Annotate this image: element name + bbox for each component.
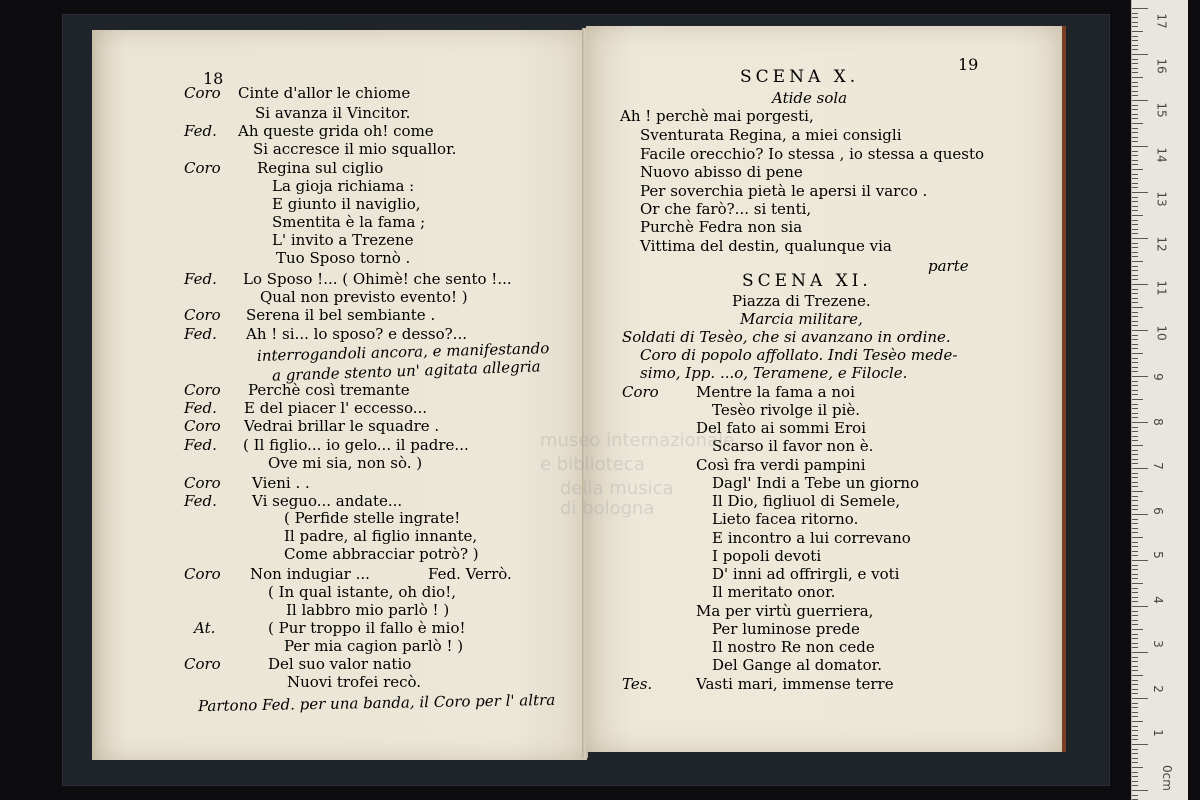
scene-x-subtitle: Atide sola — [772, 89, 848, 107]
ruler-tick — [1132, 670, 1138, 671]
ruler-tick — [1132, 638, 1138, 639]
verse-line: Mentre la fama a noi — [696, 383, 855, 401]
ruler-tick — [1132, 578, 1138, 579]
ruler-tick — [1132, 348, 1138, 349]
ruler-tick — [1132, 197, 1138, 198]
verse-line: Il nostro Re non cede — [712, 638, 875, 656]
verse-line: E giunto il naviglio, — [272, 195, 421, 213]
ruler-tick — [1132, 427, 1138, 428]
ruler-tick — [1132, 137, 1138, 138]
ruler-number: 1 — [1150, 729, 1165, 737]
ruler-tick — [1132, 164, 1138, 165]
verse-line: Perchè così tremante — [248, 381, 410, 399]
verse-line: E incontro a lui correvano — [712, 529, 911, 547]
verse-line: La gioja richiama : — [272, 177, 415, 195]
verse-line: Purchè Fedra non sia — [640, 218, 803, 236]
ruler-tick — [1132, 790, 1148, 791]
ruler-tick — [1132, 680, 1138, 681]
ruler-number: 5 — [1150, 551, 1165, 559]
ruler-tick — [1132, 68, 1138, 69]
ruler-tick — [1132, 72, 1138, 73]
ruler-tick — [1132, 59, 1138, 60]
verse-line: Tuo Sposo tornò . — [276, 249, 411, 267]
ruler-tick — [1132, 404, 1138, 405]
ruler-tick — [1132, 749, 1138, 750]
watermark-line: museo internazionale — [540, 430, 735, 451]
ruler-number: 14 — [1154, 146, 1169, 163]
speaker-label: Fed. — [184, 270, 217, 288]
verse-line: Nuovo abisso di pene — [640, 163, 803, 181]
watermark-line: della musica — [560, 478, 674, 499]
ruler-tick — [1132, 114, 1138, 115]
ruler-tick — [1132, 583, 1143, 584]
scene-xi-title: SCENA XI. — [742, 271, 872, 291]
verse-line: Per luminose prede — [712, 620, 860, 638]
ruler-tick — [1132, 758, 1138, 759]
ruler-tick — [1132, 105, 1138, 106]
ruler-tick — [1132, 615, 1138, 616]
ruler-tick — [1132, 13, 1138, 14]
verse-line: Per mia cagion parlò ! ) — [284, 637, 464, 655]
ruler-tick — [1132, 86, 1138, 87]
ruler-tick — [1132, 45, 1138, 46]
ruler-tick — [1132, 519, 1138, 520]
ruler-tick — [1132, 624, 1138, 625]
ruler-tick — [1132, 358, 1138, 359]
ruler-tick — [1132, 482, 1138, 483]
ruler-tick — [1132, 183, 1138, 184]
speaker-label: Coro — [184, 655, 221, 673]
ruler-tick — [1132, 77, 1143, 78]
ruler-tick — [1132, 146, 1148, 147]
ruler-tick — [1132, 289, 1138, 290]
verse-line: Serena il bel sembiante . — [246, 306, 436, 324]
speaker-label: Fed. — [184, 122, 217, 140]
ruler-tick — [1132, 298, 1138, 299]
ruler-tick — [1132, 408, 1138, 409]
verse-line: ( Pur troppo il fallo è mio! — [268, 619, 466, 637]
ruler-tick — [1132, 63, 1138, 64]
verse-line: Ah ! si... lo sposo? e desso?... — [246, 325, 467, 343]
verse-line: Vi seguo... andate... — [252, 492, 403, 510]
ruler-tick — [1132, 721, 1143, 722]
ruler-tick — [1132, 459, 1138, 460]
ruler-tick — [1132, 390, 1138, 391]
ruler-tick — [1132, 546, 1138, 547]
ruler-tick — [1132, 450, 1138, 451]
ruler-tick — [1132, 762, 1138, 763]
ruler-tick — [1132, 367, 1138, 368]
measuring-ruler — [1131, 0, 1188, 800]
verse-line: Vittima del destin, qualunque via — [640, 237, 892, 255]
ruler-tick — [1132, 588, 1138, 589]
watermark-line: di bologna — [560, 498, 655, 519]
speaker-label: Coro — [184, 159, 221, 177]
ruler-tick — [1132, 279, 1138, 280]
ruler-tick — [1132, 275, 1138, 276]
ruler-number: 6 — [1150, 506, 1165, 515]
ruler-tick — [1132, 422, 1148, 423]
ruler-tick — [1132, 123, 1143, 124]
verse-line: a grande stento un' agitata allegria — [271, 357, 541, 385]
ruler-tick — [1132, 468, 1148, 469]
ruler-tick — [1132, 8, 1148, 9]
ruler-tick — [1132, 689, 1138, 690]
coro-speaker: Coro — [622, 383, 659, 401]
ruler-tick — [1132, 569, 1138, 570]
ruler-number: 2 — [1150, 684, 1165, 693]
ruler-tick — [1132, 284, 1148, 285]
scene-x-title: SCENA X. — [740, 67, 860, 87]
ruler-tick — [1132, 486, 1138, 487]
speaker-label: Coro — [184, 381, 221, 399]
ruler-tick — [1132, 399, 1143, 400]
ruler-tick — [1132, 781, 1138, 782]
ruler-tick — [1132, 339, 1138, 340]
ruler-tick — [1132, 270, 1138, 271]
speaker-label: Coro — [184, 565, 221, 583]
ruler-tick — [1132, 514, 1148, 515]
ruler-tick — [1132, 473, 1138, 474]
ruler-tick — [1132, 302, 1138, 303]
verse-line: Per soverchia pietà le apersi il varco . — [640, 182, 928, 200]
ruler-tick — [1132, 592, 1138, 593]
ruler-tick — [1132, 256, 1138, 257]
verse-line: interrogandoli ancora, e manifestando — [256, 339, 550, 365]
ruler-tick — [1132, 22, 1138, 23]
ruler-number: 7 — [1150, 462, 1165, 470]
verse-line: Fed. Verrò. — [428, 565, 512, 583]
ruler-number: 10 — [1154, 324, 1169, 341]
verse-line: Del fato ai sommi Eroi — [696, 419, 866, 437]
ruler-tick — [1132, 261, 1143, 262]
verse-line: Lieto facea ritorno. — [712, 510, 859, 528]
verse-line: Si avanza il Vincitor. — [255, 104, 411, 122]
ruler-tick — [1132, 652, 1148, 653]
ruler-tick — [1132, 109, 1138, 110]
verse-line: Or che farò?... si tenti, — [640, 200, 812, 218]
ruler-number: 8 — [1150, 417, 1165, 426]
verse-line: Ove mi sia, non sò. ) — [268, 454, 423, 472]
speaker-label: Fed. — [184, 492, 217, 510]
ruler-tick — [1132, 417, 1138, 418]
ruler-tick — [1132, 716, 1138, 717]
ruler-tick — [1132, 362, 1138, 363]
verse-line: ( Perfide stelle ingrate! — [284, 509, 461, 527]
verse-line: Sventurata Regina, a miei consigli — [640, 126, 902, 144]
ruler-tick — [1132, 330, 1148, 331]
verse-line: Dagl' Indi a Tebe un giorno — [712, 474, 920, 492]
ruler-tick — [1132, 463, 1138, 464]
verse-line: E del piacer l' eccesso... — [244, 399, 428, 417]
ruler-number: 3 — [1150, 640, 1165, 648]
ruler-tick — [1132, 500, 1138, 501]
ruler-tick — [1132, 141, 1138, 142]
ruler-tick — [1132, 436, 1138, 437]
ruler-tick — [1132, 707, 1138, 708]
ruler-tick — [1132, 555, 1138, 556]
verse-line: Del Gange al domator. — [712, 656, 882, 674]
verse-line: ( Il figlio... io gelo... il padre... — [243, 436, 469, 454]
speaker-label: Coro — [184, 474, 221, 492]
verse-line: Facile orecchio? Io stessa , io stessa a questo — [640, 145, 985, 163]
ruler-tick — [1132, 785, 1138, 786]
ruler-number: 16 — [1154, 57, 1169, 74]
ruler-tick — [1132, 160, 1138, 161]
ruler-tick — [1132, 151, 1138, 152]
ruler-tick — [1132, 726, 1138, 727]
ruler-tick — [1132, 307, 1143, 308]
verse-line: Ma per virtù guerriera, — [696, 602, 874, 620]
speaker-label: At. — [194, 619, 216, 637]
speaker-label: Fed. — [184, 325, 217, 343]
ruler-tick — [1132, 325, 1138, 326]
verse-line: Ah ! perchè mai porgesti, — [620, 107, 814, 125]
ruler-tick — [1132, 767, 1143, 768]
ruler-tick — [1132, 753, 1138, 754]
verse-line: Non indugiar ... — [250, 565, 370, 583]
ruler-tick — [1132, 661, 1138, 662]
ruler-tick — [1132, 31, 1143, 32]
ruler-tick — [1132, 730, 1138, 731]
tes-speaker: Tes. — [622, 675, 653, 693]
verse-line: I popoli devoti — [712, 547, 822, 565]
verse-line: Così fra verdi pampini — [696, 456, 866, 474]
ruler-tick — [1132, 376, 1148, 377]
verse-line: Il labbro mio parlò ! ) — [286, 601, 450, 619]
ruler-tick — [1132, 445, 1143, 446]
ruler-tick — [1132, 187, 1138, 188]
ruler-tick — [1132, 440, 1138, 441]
stage-direction-line: Soldati di Tesèo, che si avanzano in ordine. — [622, 328, 951, 346]
ruler-tick — [1132, 620, 1138, 621]
ruler-tick — [1132, 155, 1138, 156]
ruler-tick — [1132, 509, 1138, 510]
ruler-tick — [1132, 54, 1148, 55]
stage-direction-line: Coro di popolo affollato. Indi Tesèo mede- — [640, 346, 958, 364]
ruler-tick — [1132, 178, 1138, 179]
ruler-tick — [1132, 385, 1138, 386]
ruler-tick — [1132, 735, 1138, 736]
ruler-tick — [1132, 243, 1138, 244]
ruler-tick — [1132, 238, 1148, 239]
ruler-tick — [1132, 312, 1138, 313]
ruler-tick — [1132, 174, 1138, 175]
ruler-number: 12 — [1154, 235, 1169, 252]
speaker-label: Fed. — [184, 399, 217, 417]
ruler-number: 9 — [1150, 373, 1165, 381]
verse-line: D' inni ad offrirgli, e voti — [712, 565, 900, 583]
verse-line: Regina sul ciglio — [257, 159, 384, 177]
ruler-tick — [1132, 206, 1138, 207]
exit-direction: parte — [928, 257, 969, 275]
ruler-tick — [1132, 491, 1143, 492]
ruler-tick — [1132, 321, 1138, 322]
ruler-tick — [1132, 344, 1138, 345]
verse-line: Scarso il favor non è. — [712, 437, 874, 455]
ruler-tick — [1132, 528, 1138, 529]
ruler-tick — [1132, 551, 1138, 552]
verse-line: Il meritato onor. — [712, 583, 836, 601]
ruler-tick — [1132, 91, 1138, 92]
ruler-tick — [1132, 560, 1148, 561]
verse-line: Vieni . . — [252, 474, 310, 492]
ruler-tick — [1132, 233, 1138, 234]
verse-line: Tesèo rivolge il piè. — [712, 401, 861, 419]
ruler-tick — [1132, 201, 1138, 202]
ruler-tick — [1132, 215, 1143, 216]
ruler-tick — [1132, 505, 1138, 506]
ruler-tick — [1132, 371, 1138, 372]
stage-direction-line: simo, Ipp. ...o, Teramene, e Filocle. — [640, 364, 908, 382]
ruler-tick — [1132, 210, 1138, 211]
ruler-tick — [1132, 606, 1148, 607]
ruler-tick — [1132, 601, 1138, 602]
speaker-label: Coro — [184, 306, 221, 324]
ruler-tick — [1132, 40, 1138, 41]
ruler-tick — [1132, 118, 1138, 119]
verse-line: Cinte d'allor le chiome — [238, 84, 411, 102]
verse-line: Il padre, al figlio innante, — [284, 527, 478, 545]
ruler-tick — [1132, 657, 1138, 658]
ruler-tick — [1132, 693, 1138, 694]
ruler-tick — [1132, 542, 1138, 543]
ruler-tick — [1132, 629, 1143, 630]
scene-xi-march: Marcia militare, — [740, 310, 863, 328]
speaker-label: Coro — [184, 84, 221, 102]
tes-line: Vasti mari, immense terre — [696, 675, 894, 693]
ruler-tick — [1132, 712, 1138, 713]
ruler-tick — [1132, 684, 1138, 685]
left-page-number: 18 — [203, 69, 224, 88]
ruler-tick — [1132, 17, 1138, 18]
verse-line: Lo Sposo !... ( Ohimè! che sento !... — [243, 270, 512, 288]
ruler-tick — [1132, 477, 1138, 478]
verse-line: Qual non previsto evento! ) — [260, 288, 468, 306]
ruler-tick — [1132, 316, 1138, 317]
ruler-tick — [1132, 82, 1138, 83]
ruler-tick — [1132, 252, 1138, 253]
right-page-number: 19 — [958, 55, 979, 74]
ruler-tick — [1132, 413, 1138, 414]
ruler-tick — [1132, 703, 1138, 704]
watermark-line: e biblioteca — [540, 454, 645, 475]
ruler-tick — [1132, 532, 1138, 533]
ruler-tick — [1132, 128, 1138, 129]
ruler-tick — [1132, 776, 1138, 777]
ruler-tick — [1132, 772, 1138, 773]
ruler-tick — [1132, 744, 1148, 745]
ruler-tick — [1132, 634, 1138, 635]
verse-line: Del suo valor natio — [268, 655, 412, 673]
verse-line: Il Dio, figliuol di Semele, — [712, 492, 901, 510]
verse-line: Si accresce il mio squallor. — [253, 140, 457, 158]
ruler-number: 15 — [1154, 102, 1169, 118]
speaker-label: Coro — [184, 417, 221, 435]
verse-line: Come abbracciar potrò? ) — [284, 545, 479, 563]
ruler-tick — [1132, 220, 1138, 221]
ruler-tick — [1132, 229, 1138, 230]
ruler-tick — [1132, 647, 1138, 648]
ruler-tick — [1132, 26, 1138, 27]
ruler-tick — [1132, 523, 1138, 524]
ruler-tick — [1132, 100, 1148, 101]
ruler-tick — [1132, 431, 1138, 432]
verse-line: Ah queste grida oh! come — [238, 122, 434, 140]
ruler-tick — [1132, 95, 1138, 96]
ruler-tick — [1132, 597, 1138, 598]
ruler-tick — [1132, 496, 1138, 497]
verse-line: Smentita è la fama ; — [272, 213, 426, 231]
ruler-tick — [1132, 454, 1138, 455]
ruler-tick — [1132, 381, 1138, 382]
ruler-tick — [1132, 49, 1138, 50]
verse-line: Vedrai brillar le squadre . — [244, 417, 440, 435]
ruler-tick — [1132, 36, 1138, 37]
ruler-tick — [1132, 394, 1138, 395]
verse-line: ( In qual istante, oh dio!, — [268, 583, 456, 601]
ruler-tick — [1132, 611, 1138, 612]
ruler-tick — [1132, 353, 1143, 354]
ruler-tick — [1132, 666, 1138, 667]
verse-line: Partono Fed. per una banda, il Coro per l' altra — [197, 690, 556, 716]
ruler-tick — [1132, 266, 1138, 267]
ruler-tick — [1132, 247, 1138, 248]
ruler-tick — [1132, 795, 1138, 796]
speaker-label: Fed. — [184, 436, 217, 454]
verse-line: Nuovi trofei recò. — [287, 673, 422, 691]
ruler-number: 4 — [1150, 595, 1165, 604]
ruler-number: 0cm — [1159, 764, 1174, 791]
ruler-tick — [1132, 698, 1148, 699]
ruler-number: 13 — [1154, 191, 1169, 207]
ruler-number: 11 — [1154, 280, 1169, 296]
verse-line: L' invito a Trezene — [272, 231, 414, 249]
ruler-tick — [1132, 169, 1143, 170]
ruler-tick — [1132, 335, 1138, 336]
ruler-tick — [1132, 643, 1138, 644]
scene-xi-place: Piazza di Trezene. — [732, 292, 871, 310]
ruler-tick — [1132, 293, 1138, 294]
ruler-tick — [1132, 739, 1138, 740]
ruler-tick — [1132, 132, 1138, 133]
ruler-tick — [1132, 192, 1148, 193]
ruler-tick — [1132, 574, 1138, 575]
ruler-tick — [1132, 537, 1143, 538]
ruler-number: 17 — [1154, 13, 1169, 29]
ruler-tick — [1132, 675, 1143, 676]
ruler-tick — [1132, 565, 1138, 566]
ruler-tick — [1132, 224, 1138, 225]
